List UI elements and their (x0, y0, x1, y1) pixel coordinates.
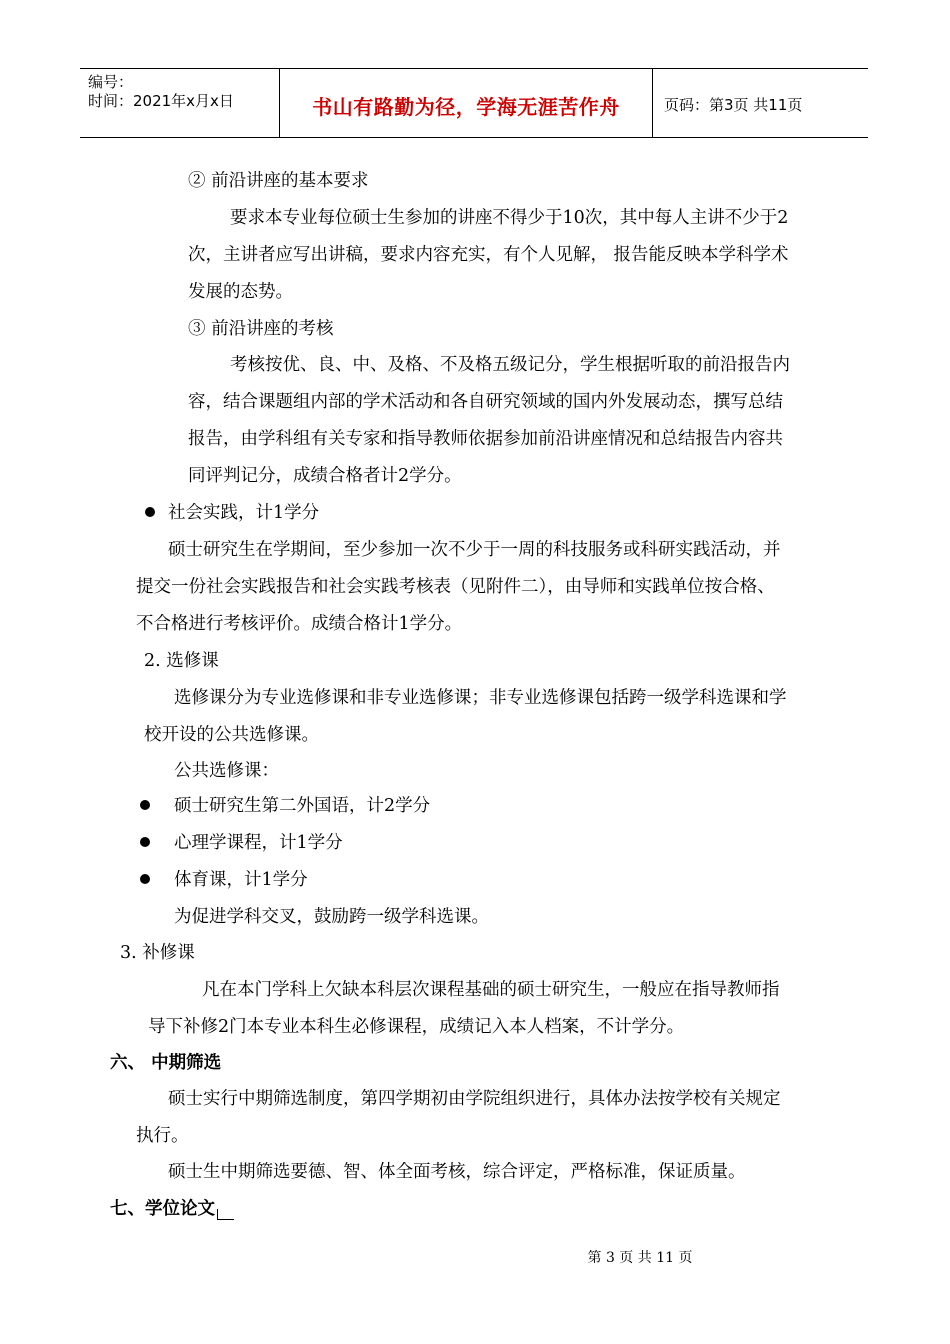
paragraph-line: 容，结合课题组内部的学术活动和各自研究领域的国内外发展动态，撰写总结 (188, 392, 783, 412)
page-footer: 第 3 页 共 11 页 (587, 1250, 693, 1266)
bullet-icon (140, 874, 150, 884)
paragraph-line: 硕士研究生在学期间，至少参加一次不少于一周的科技服务或科研实践活动，并 (168, 540, 781, 560)
paragraph-line: 发展的态势。 (188, 282, 293, 302)
paragraph-line: 考核按优、良、中、及格、不及格五级记分，学生根据听取的前沿报告内 (230, 355, 790, 375)
header-motto: 书山有路勤为径，学海无涯苦作舟 (312, 95, 620, 119)
paragraph-line: 凡在本门学科上欠缺本科层次课程基础的硕士研究生，一般应在指导教师指 (202, 980, 780, 1000)
page-header (80, 68, 868, 138)
bullet-icon (140, 837, 150, 847)
bullet-item: 体育课，计1学分 (174, 870, 308, 890)
header-left-cell (88, 73, 234, 111)
bullet-icon (140, 800, 150, 810)
bullet-item: 社会实践，计1学分 (168, 503, 320, 523)
bullet-icon (145, 507, 155, 517)
paragraph-line: 选修课分为专业选修课和非专业选修课；非专业选修课包括跨一级学科选课和学 (174, 688, 787, 708)
paragraph-line: 为促进学科交叉，鼓励跨一级学科选课。 (174, 907, 489, 927)
paragraph-line: 报告，由学科组有关专家和指导教师依据参加前沿讲座情况和总结报告内容共 (188, 429, 783, 449)
header-page-label: 页码：第3页 共11页 (664, 96, 803, 114)
paragraph-line: 不合格进行考核评价。成绩合格计1学分。 (136, 614, 463, 634)
subsection-heading: ② 前沿讲座的基本要求 (188, 171, 369, 191)
subsection-heading: ③ 前沿讲座的考核 (188, 319, 334, 339)
paragraph-line: 公共选修课： (174, 761, 279, 781)
paragraph-mark-icon (217, 1209, 234, 1220)
paragraph-line: 硕士生中期筛选要德、智、体全面考核，综合评定，严格标准，保证质量。 (168, 1162, 746, 1182)
chapter-heading-text: 七、学位论文 (110, 1199, 215, 1219)
paragraph-line: 同评判记分，成绩合格者计2学分。 (188, 466, 462, 486)
paragraph-line: 要求本专业每位硕士生参加的讲座不得少于10次，其中每人主讲不少于2 (230, 208, 789, 228)
bullet-item: 硕士研究生第二外国语，计2学分 (174, 796, 431, 816)
chapter-heading: 六、 中期筛选 (110, 1053, 222, 1073)
bullet-item: 心理学课程，计1学分 (174, 833, 343, 853)
document-date-label: 时间：2021年x月x日 (88, 92, 234, 110)
section-heading: 3. 补修课 (120, 943, 195, 963)
paragraph-line: 执行。 (136, 1126, 189, 1146)
chapter-heading (110, 1198, 234, 1220)
section-heading: 2. 选修课 (144, 651, 219, 671)
paragraph-line: 校开设的公共选修课。 (144, 725, 319, 745)
paragraph-line: 次，主讲者应写出讲稿，要求内容充实，有个人见解， 报告能反映本学科学术 (188, 245, 789, 265)
paragraph-line: 提交一份社会实践报告和社会实践考核表（见附件二），由导师和实践单位按合格、 (136, 577, 775, 597)
paragraph-line: 硕士实行中期筛选制度，第四学期初由学院组织进行，具体办法按学校有关规定 (168, 1089, 781, 1109)
paragraph-line: 导下补修2门本专业本科生必修课程，成绩记入本人档案，不计学分。 (148, 1017, 685, 1037)
document-number-label: 编号： (88, 73, 134, 91)
header-divider (652, 69, 653, 137)
